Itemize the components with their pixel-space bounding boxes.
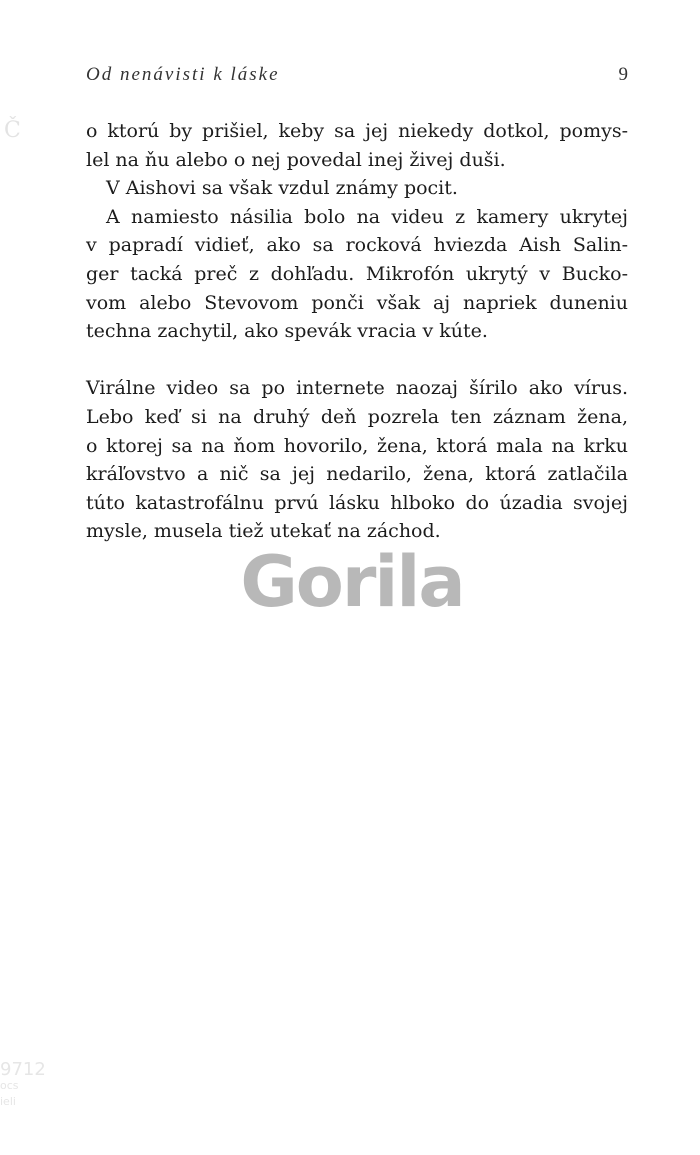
text-line: v papradí vidieť, ako sa rocková hviezda Aish Salin- — [86, 234, 628, 257]
text-line: túto katastrofálnu prvú lásku hlboko do úzadia svojej — [86, 491, 628, 514]
margin-code-line: 9712 — [0, 1059, 46, 1080]
text-line: lel na ňu alebo o nej povedal inej živej duši. — [86, 148, 506, 171]
page-number: 9 — [618, 64, 628, 85]
text-line: techna zachytil, ako spevák vracia v kúte. — [86, 320, 488, 343]
running-title: Od nenávisti k láske — [86, 64, 280, 85]
section-break — [86, 346, 628, 375]
margin-bleed-mark: Č — [4, 118, 21, 143]
text-line: Lebo keď si na druhý deň pozrela ten záznam žena, — [86, 405, 628, 428]
text-line: ger tacká preč z dohľadu. Mikrofón ukrytý v Bucko- — [86, 262, 628, 285]
text-line: o ktorej sa na ňom hovorilo, žena, ktorá mala na krku — [86, 434, 628, 457]
text-line: A namiesto násilia bolo na videu z kamery ukrytej — [106, 205, 628, 228]
running-header — [86, 64, 628, 86]
text-line: o ktorú by prišiel, keby sa jej niekedy dotkol, pomys- — [86, 120, 628, 142]
margin-code-line: ocs — [0, 1079, 19, 1092]
text-line: vom alebo Stevovom ponči však aj napriek duneniu — [86, 291, 628, 314]
text-line: V Aishovi sa však vzdul známy pocit. — [106, 177, 458, 200]
margin-bleed-code — [0, 1059, 46, 1110]
text-line: kráľovstvo a nič sa jej nedarilo, žena, ktorá zatlačila — [86, 463, 628, 486]
text-line: mysle, musela tiež utekať na záchod. — [86, 520, 441, 543]
text-line: Virálne video sa po internete naozaj šírilo ako vírus. — [86, 377, 628, 400]
gorila-watermark-logo: Gorila — [240, 541, 464, 623]
margin-code-line: ieli — [0, 1095, 16, 1108]
body-text — [86, 117, 628, 546]
